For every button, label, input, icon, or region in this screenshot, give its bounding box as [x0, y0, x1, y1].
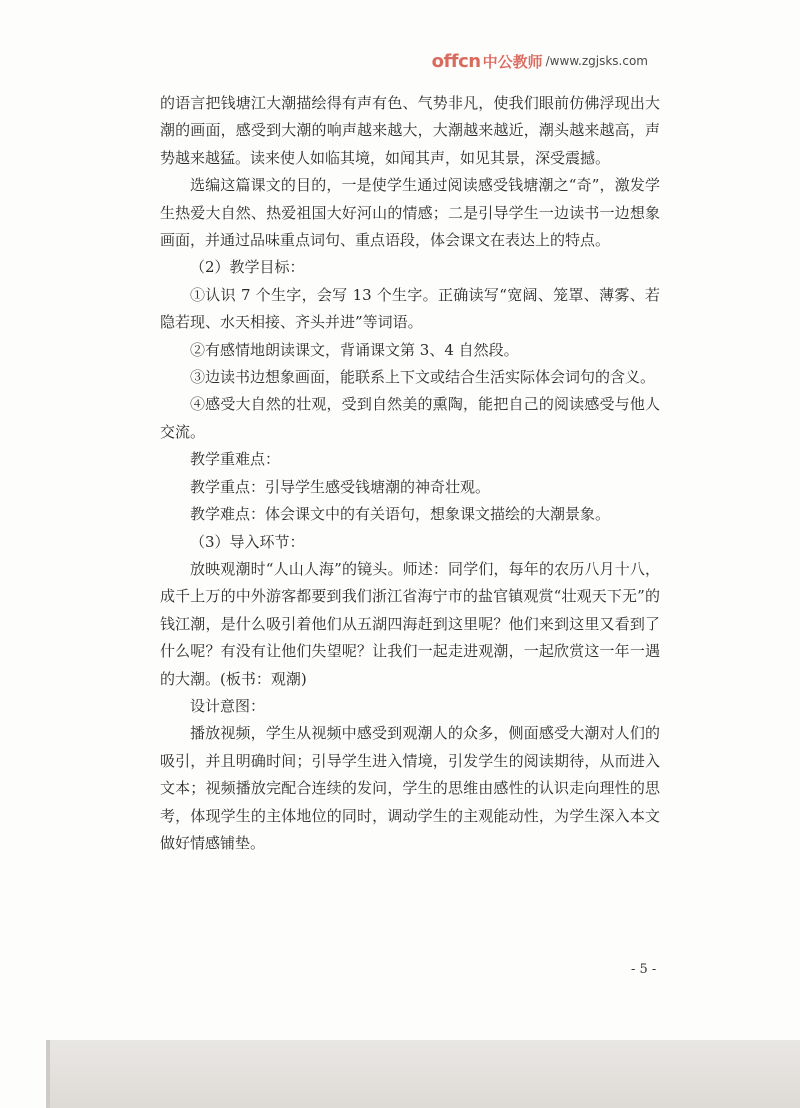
- scan-edge-left: [46, 1040, 50, 1108]
- paragraph-continuation: 的语言把钱塘江大潮描绘得有声有色、气势非凡，使我们眼前仿佛浮现出大潮的画面，感受到大潮的响声越来越大，大潮越来越近，潮头越来越高，声势越来越猛。读来使人如临其境，如闻其声，如见其景，深受震撼。: [160, 94, 660, 167]
- paragraph-purpose: 选编这篇课文的目的，一是使学生通过阅读感受钱塘潮之“奇”，激发学生热爱大自然、热爱祖国大好河山的情感；二是引导学生一边读书一边想象画面，并通过品味重点词句、重点语段，体会课文在表达上的特点。: [160, 176, 660, 250]
- paragraph-design-intent: 播放视频，学生从视频中感受到观潮人的众多，侧面感受大潮对人们的吸引，并且明确时间；引导学生进入情境，引发学生的阅读期待，从而进入文本；视频播放完配合连续的发问，学生的思维由感性的认识走向理性的思考，体现学生的主体地位的同时，调动学生的主观能动性，为学生深入本文做好情感铺垫。: [160, 724, 660, 852]
- logo-chinese-name: 中公教师: [482, 52, 543, 71]
- offcn-logo-text: offcn: [431, 50, 481, 72]
- objective-item-3: ③边读书边想象画面，能联系上下文或结合生活实际体会词句的含义。: [190, 368, 656, 387]
- objective-item-4: ④感受大自然的壮观，受到自然美的熏陶，能把自己的阅读感受与他人交流。: [160, 395, 660, 441]
- publisher-logo: [432, 50, 648, 72]
- objective-item-2: ②有感情地朗读课文，背诵课文第 3、4 自然段。: [190, 340, 519, 359]
- paragraph-intro: 放映观潮时“人山人海”的镜头。师述：同学们，每年的农历八月十八，成千上万的中外游客都要到我们浙江省海宁市的盐官镇观赏“壮观天下无”的钱江潮，是什么吸引着他们从五湖四海赶到这里呢？他们来到这里又看到了什么呢？有没有让他们失望呢？让我们一起走进观潮，一起欣赏这一年一遇的大潮。(板书：观潮): [160, 559, 660, 688]
- section-heading-design-intent: 设计意图：: [190, 696, 266, 715]
- objective-item-1: ①认识 7 个生字，会写 13 个生字。正确读写“宽阔、笼罩、薄雾、若隐若现、水天相接、齐头并进”等词语。: [160, 285, 660, 332]
- difficult-point: 教学难点：体会课文中的有关语句，想象课文描绘的大潮景象。: [190, 505, 611, 524]
- document-body: [160, 90, 660, 857]
- section-heading-intro: （3）导入环节：: [190, 532, 305, 551]
- page-number: - 5 -: [631, 962, 657, 977]
- section-heading-key-points: 教学重难点：: [190, 450, 281, 469]
- key-point: 教学重点：引导学生感受钱塘潮的神奇壮观。: [190, 477, 491, 496]
- logo-url: /www.zgjsks.com: [545, 54, 648, 68]
- scan-edge-shadow: [46, 1040, 800, 1108]
- section-heading-objectives: （2）教学目标：: [190, 258, 305, 277]
